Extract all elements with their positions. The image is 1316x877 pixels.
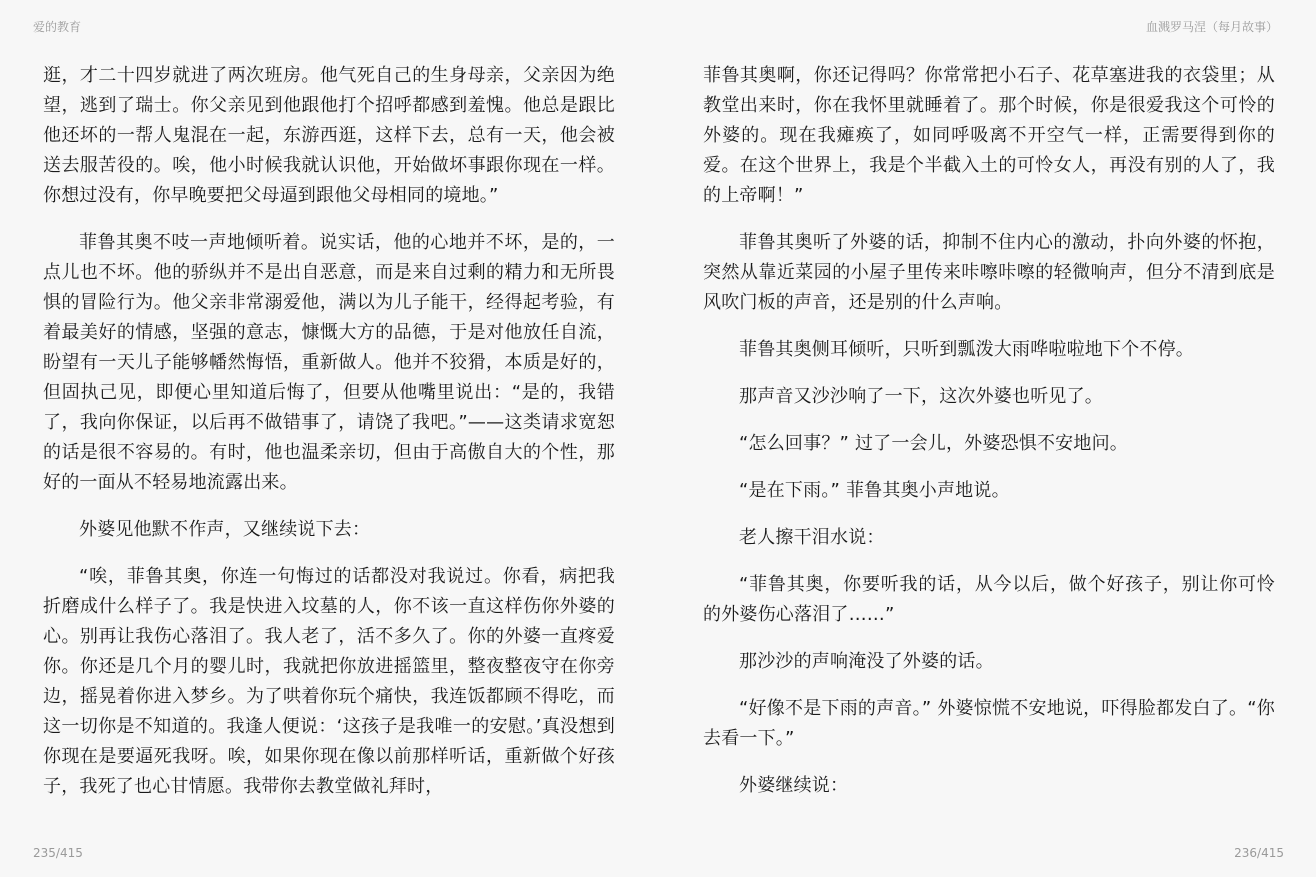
left-page-number: 235/415 [33, 846, 83, 860]
right-page-number: 236/415 [1234, 846, 1284, 860]
right-paragraph-8: “菲鲁其奥，你要听我的话，从今以后，做个好孩子，别让你可怜的外婆伤心落泪了……” [703, 574, 1275, 625]
chapter-title: 血溅罗马涅（每月故事） [1145, 20, 1278, 34]
right-paragraph-6: “是在下雨。” 菲鲁其奥小声地说。 [739, 480, 1010, 501]
right-paragraph-3: 菲鲁其奥侧耳倾听，只听到瓢泼大雨哗啦啦地下个不停。 [739, 339, 1194, 360]
left-page [43, 61, 615, 821]
book-title: 爱的教育 [33, 20, 82, 34]
right-paragraph-9: 那沙沙的声响淹没了外婆的话。 [739, 651, 994, 672]
left-paragraph-3: 外婆见他默不作声，又继续说下去： [79, 519, 371, 540]
right-paragraph-1: 菲鲁其奥啊，你还记得吗？你常常把小石子、花草塞进我的衣袋里；从教堂出来时，你在我怀里就睡着了。那个时候，你是很爱我这个可怜的外婆的。现在我瘫痪了，如同呼吸离不开空气一样，正需要得到你的爱。在这个世界上，我是个半截入土的可怜女人，再没有别的人了，我的上帝啊！” [703, 65, 1275, 206]
right-paragraph-2: 菲鲁其奥听了外婆的话，抑制不住内心的激动，扑向外婆的怀抱，突然从靠近菜园的小屋子里传来咔嚓咔嚓的轻微响声，但分不清到底是风吹门板的声音，还是别的什么声响。 [703, 232, 1275, 313]
left-paragraph-2: 菲鲁其奥不吱一声地倾听着。说实话，他的心地并不坏，是的，一点儿也不坏。他的骄纵并不是出自恶意，而是来自过剩的精力和无所畏惧的冒险行为。他父亲非常溺爱他，满以为儿子能干，经得起考验，有着最美好的情感，坚强的意志，慷慨大方的品德，于是对他放任自流，盼望有一天儿子能够幡然悔悟，重新做人。他并不狡猾，本质是好的，但固执己见，即便心里知道后悔了，但要从他嘴里说出：“是的，我错了，我向你保证，以后再不做错事了，请饶了我吧。”——这类请求宽恕的话是很不容易的。有时，他也温柔亲切，但由于高傲自大的个性，那好的一面从不轻易地流露出来。 [43, 232, 615, 493]
left-paragraph-1: 逛，才二十四岁就进了两次班房。他气死自己的生身母亲，父亲因为绝望，逃到了瑞士。你父亲见到他跟他打个招呼都感到羞愧。他总是跟比他还坏的一帮人鬼混在一起，东游西逛，这样下去，总有一天，他会被送去服苦役的。唉，他小时候我就认识他，开始做坏事跟你现在一样。你想过没有，你早晚要把父母逼到跟他父母相同的境地。” [43, 65, 615, 206]
right-page [703, 61, 1275, 821]
right-paragraph-10: “好像不是下雨的声音。” 外婆惊慌不安地说，吓得脸都发白了。“你去看一下。” [703, 698, 1275, 749]
right-paragraph-4: 那声音又沙沙响了一下，这次外婆也听见了。 [739, 386, 1103, 407]
left-paragraph-4: “唉，菲鲁其奥，你连一句悔过的话都没对我说过。你看，病把我折磨成什么样子了。我是快进入坟墓的人，你不该一直这样伤你外婆的心。别再让我伤心落泪了。我人老了，活不多久了。你的外婆一直疼爱你。你还是几个月的婴儿时，我就把你放进摇篮里，整夜整夜守在你旁边，摇晃着你进入梦乡。为了哄着你玩个痛快，我连饭都顾不得吃，而这一切你是不知道的。我逢人便说：‘这孩子是我唯一的安慰。’真没想到你现在是要逼死我呀。唉，如果你现在像以前那样听话，重新做个好孩子，我死了也心甘情愿。我带你去教堂做礼拜时， [43, 566, 615, 797]
right-paragraph-11: 外婆继续说： [739, 775, 849, 796]
right-paragraph-5: “怎么回事？” 过了一会儿，外婆恐惧不安地问。 [739, 433, 1128, 454]
right-paragraph-7: 老人擦干泪水说： [739, 527, 885, 548]
